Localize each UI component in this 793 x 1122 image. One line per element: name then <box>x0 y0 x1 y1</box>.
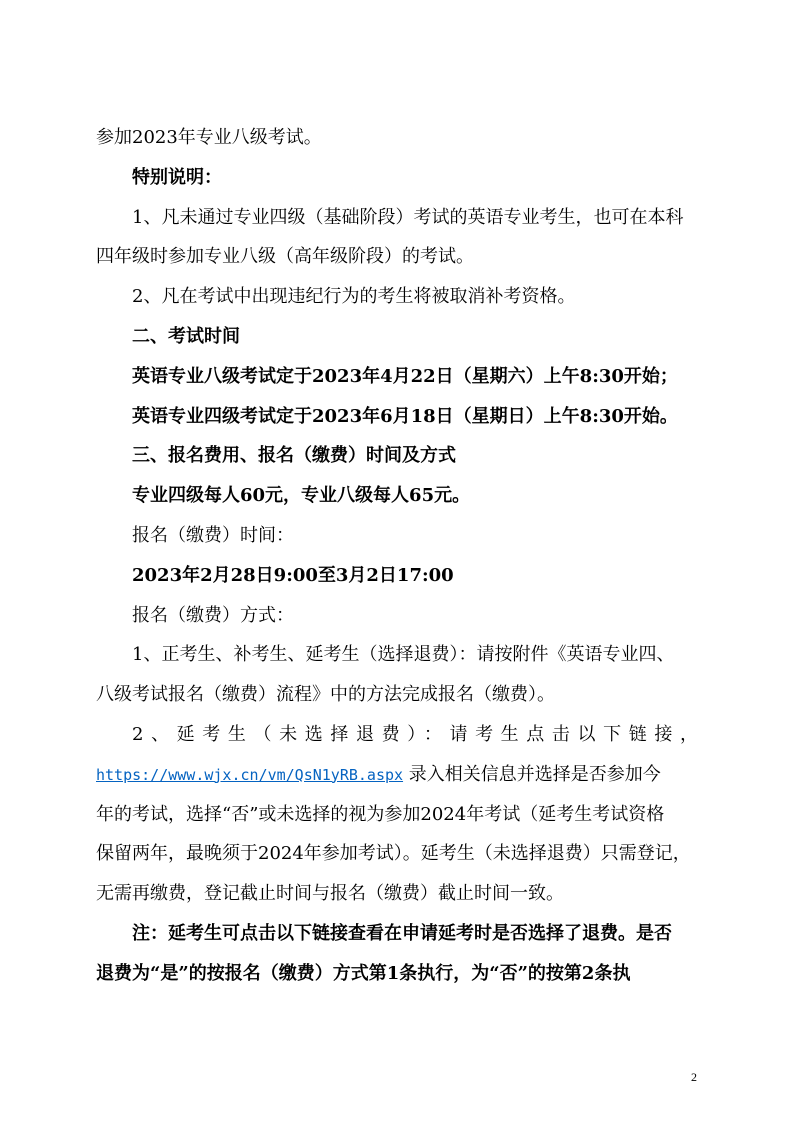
text-line-3: 1、凡未通过专业四级（基础阶段）考试的英语专业考生，也可在本科 <box>132 206 684 228</box>
registration-time-label: 报名（缴费）时间： <box>132 524 294 546</box>
note-line-2: 退费为“是”的按报名（缴费）方式第1条执行，为“否”的按第2条执 <box>96 962 631 984</box>
method-1-line-1: 1、正考生、补考生、延考生（选择退费）：请按附件《英语专业四、 <box>132 644 675 666</box>
section-heading-exam-time: 二、考试时间 <box>132 325 240 347</box>
fee-amounts: 专业四级每人60元，专业八级每人65元。 <box>132 485 471 507</box>
text-line-1: 参加2023年专业八级考试。 <box>96 127 322 148</box>
method-2-line-2 <box>96 755 698 795</box>
text-line-4: 四年级时参加专业八级（高年级阶段）的考试。 <box>96 246 474 268</box>
section-heading-fees: 三、报名费用、报名（缴费）时间及方式 <box>132 445 456 467</box>
method-2-line-3: 年的考试，选择“否”或未选择的视为参加2024年考试（延考生考试资格 <box>96 803 665 825</box>
text-line-5: 2、凡在考试中出现违纪行为的考生将被取消补考资格。 <box>132 286 576 308</box>
tem4-exam-time: 英语专业四级考试定于2023年6月18日（星期日）上午8:30开始。 <box>132 405 678 427</box>
method-2-line-4: 保留两年，最晚须于2024年参加考试）。延考生（未选择退费）只需登记， <box>96 843 691 865</box>
method-2-line-2-text: 录入相关信息并选择是否参加今 <box>408 763 661 785</box>
special-note-heading: 特别说明： <box>132 166 222 188</box>
method-1-line-2: 八级考试报名（缴费）流程》中的方法完成报名（缴费）。 <box>96 684 555 706</box>
page-number: 2 <box>691 1070 697 1084</box>
survey-link[interactable]: https://www.wjx.cn/vm/QsN1yRB.aspx <box>96 765 404 784</box>
method-2-line-5: 无需再缴费，登记截止时间与报名（缴费）截止时间一致。 <box>96 883 564 905</box>
document-page <box>96 118 698 994</box>
registration-method-label: 报名（缴费）方式： <box>132 604 294 626</box>
tem8-exam-time: 英语专业八级考试定于2023年4月22日（星期六）上午8:30开始； <box>132 365 678 387</box>
note-line-1: 注：延考生可点击以下链接查看在申请延考时是否选择了退费。是否 <box>132 922 672 944</box>
registration-time-range: 2023年2月28日9:00至3月2日17:00 <box>132 564 454 586</box>
method-2-line-1: 2、延考生（未选择退费）：请考生点击以下链接， <box>132 723 698 745</box>
